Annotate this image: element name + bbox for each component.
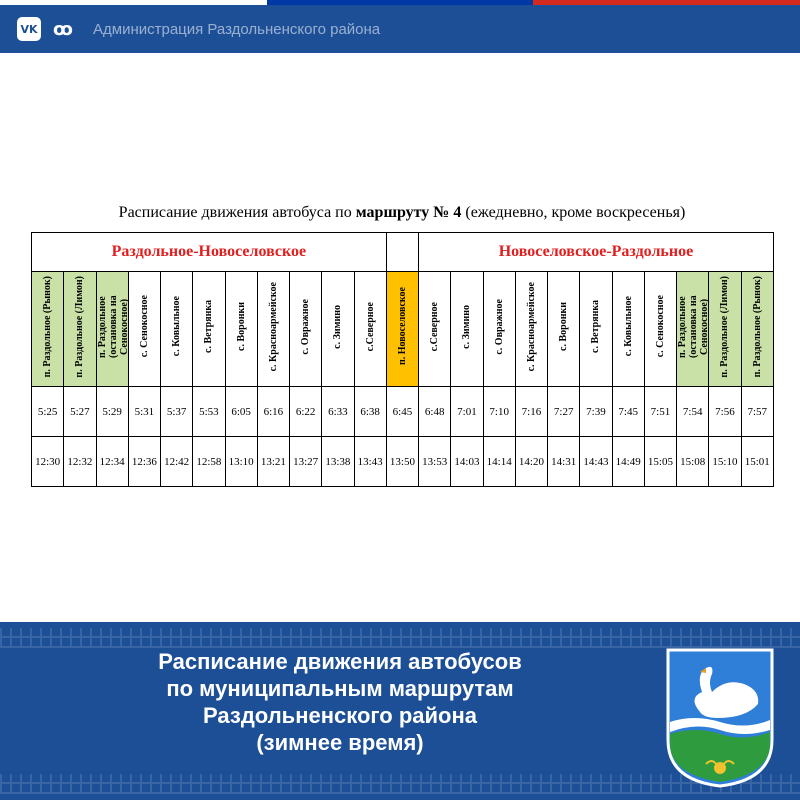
stop-name: п. Раздольное (остановка на Сенокосное) bbox=[677, 295, 711, 358]
stop-header bbox=[483, 272, 515, 387]
departure-time: 5:37 bbox=[161, 387, 193, 437]
departure-time: 12:42 bbox=[161, 437, 193, 487]
departure-time: 7:54 bbox=[677, 387, 709, 437]
stop-header bbox=[612, 272, 644, 387]
stop-name: с. Ветрянка bbox=[203, 300, 215, 353]
stop-name: с. Красноармейское bbox=[267, 281, 279, 372]
stop-header bbox=[451, 272, 483, 387]
departure-time: 13:21 bbox=[257, 437, 289, 487]
departure-time: 6:05 bbox=[225, 387, 257, 437]
departure-time: 13:43 bbox=[354, 437, 386, 487]
departure-time: 7:39 bbox=[580, 387, 612, 437]
organization-name: Администрация Раздольненского района bbox=[93, 20, 381, 38]
departure-time: 6:33 bbox=[322, 387, 354, 437]
stop-name: п. Раздольное (Рынок) bbox=[42, 275, 54, 378]
stop-header bbox=[548, 272, 580, 387]
departure-time: 14:49 bbox=[612, 437, 644, 487]
stop-header bbox=[193, 272, 225, 387]
stop-name: с. Сенокосное bbox=[654, 295, 666, 358]
departure-time: 13:27 bbox=[290, 437, 322, 487]
departure-time: 15:10 bbox=[709, 437, 741, 487]
departure-time: 12:30 bbox=[32, 437, 64, 487]
departure-row bbox=[32, 387, 774, 437]
departure-time: 6:48 bbox=[419, 387, 451, 437]
schedule-table bbox=[31, 232, 774, 487]
stop-header bbox=[741, 272, 773, 387]
stop-header bbox=[96, 272, 128, 387]
departure-time: 12:36 bbox=[128, 437, 160, 487]
departure-time: 12:58 bbox=[193, 437, 225, 487]
footer-banner bbox=[0, 622, 800, 800]
departure-time: 7:10 bbox=[483, 387, 515, 437]
departure-time: 15:05 bbox=[644, 437, 676, 487]
stop-name: с. Овражное bbox=[300, 298, 312, 355]
stop-name: с. Ковыльное bbox=[171, 296, 183, 357]
stop-name: с. Зимино bbox=[332, 304, 344, 349]
stop-header bbox=[677, 272, 709, 387]
stop-header bbox=[225, 272, 257, 387]
departure-time: 7:56 bbox=[709, 387, 741, 437]
stops-row bbox=[32, 272, 774, 387]
stop-name: с. Красноармейское bbox=[525, 281, 537, 372]
stop-name: с. Ковыльное bbox=[622, 296, 634, 357]
stop-header bbox=[290, 272, 322, 387]
departure-time: 6:38 bbox=[354, 387, 386, 437]
stop-header bbox=[128, 272, 160, 387]
route-header-outbound: Раздольное-Новоселовское bbox=[32, 233, 387, 272]
ornament-border bbox=[0, 628, 800, 648]
stop-name: п. Раздольное (Рынок) bbox=[751, 275, 763, 378]
departure-time: 7:51 bbox=[644, 387, 676, 437]
departure-time: 7:45 bbox=[612, 387, 644, 437]
departure-time: 6:16 bbox=[257, 387, 289, 437]
departure-time: 14:20 bbox=[515, 437, 547, 487]
stop-name: п. Новоселовское bbox=[396, 287, 408, 366]
departure-time: 5:25 bbox=[32, 387, 64, 437]
stop-name: с. Воронки bbox=[235, 302, 247, 351]
stop-header bbox=[322, 272, 354, 387]
departure-row bbox=[32, 437, 774, 487]
departure-time: 12:32 bbox=[64, 437, 96, 487]
departure-time: 7:57 bbox=[741, 387, 773, 437]
departure-time: 14:31 bbox=[548, 437, 580, 487]
departure-time: 14:43 bbox=[580, 437, 612, 487]
stop-name: п. Раздольное (Лимон) bbox=[719, 275, 731, 378]
route-header-spacer bbox=[386, 233, 418, 272]
stop-header bbox=[515, 272, 547, 387]
departure-time: 14:14 bbox=[483, 437, 515, 487]
odnoklassniki-icon[interactable]: ꝏ bbox=[53, 18, 73, 40]
departure-time: 13:53 bbox=[419, 437, 451, 487]
stop-header bbox=[32, 272, 64, 387]
stop-header bbox=[580, 272, 612, 387]
departure-time: 5:31 bbox=[128, 387, 160, 437]
stop-name: с.Северное bbox=[364, 301, 376, 352]
stop-name: п. Раздольное (Лимон) bbox=[74, 275, 86, 378]
stop-name: с. Овражное bbox=[493, 298, 505, 355]
stop-name: п. Раздольное (остановка на Сенокосное) bbox=[96, 295, 130, 358]
departure-time: 7:27 bbox=[548, 387, 580, 437]
departure-time: 7:16 bbox=[515, 387, 547, 437]
departure-time: 13:50 bbox=[386, 437, 418, 487]
stop-name: с.Северное bbox=[429, 301, 441, 352]
stop-name: с. Воронки bbox=[558, 302, 570, 351]
departure-time: 5:29 bbox=[96, 387, 128, 437]
stop-header bbox=[64, 272, 96, 387]
coat-of-arms-icon bbox=[666, 648, 774, 788]
header-bar bbox=[0, 5, 800, 53]
stop-header bbox=[644, 272, 676, 387]
stop-header bbox=[354, 272, 386, 387]
departure-time: 12:34 bbox=[96, 437, 128, 487]
stop-name: с. Ветрянка bbox=[590, 300, 602, 353]
stop-name: с. Сенокосное bbox=[138, 295, 150, 358]
stop-header bbox=[386, 272, 418, 387]
stop-name: с. Зимино bbox=[461, 304, 473, 349]
departure-time: 15:08 bbox=[677, 437, 709, 487]
schedule-title: Расписание движения автобуса по маршруту № 4 (ежедневно, кроме воскресенья) bbox=[118, 204, 686, 221]
departure-time: 15:01 bbox=[741, 437, 773, 487]
stop-header bbox=[419, 272, 451, 387]
footer-title: Расписание движения автобусов по муниципальным маршрутам Раздольненского района (зимнее время) bbox=[158, 649, 522, 755]
stop-header bbox=[709, 272, 741, 387]
route-header-return: Новоселовское-Раздольное bbox=[419, 233, 774, 272]
departure-time: 13:10 bbox=[225, 437, 257, 487]
stop-header bbox=[257, 272, 289, 387]
vk-icon[interactable]: VK bbox=[17, 17, 41, 41]
departure-time: 6:22 bbox=[290, 387, 322, 437]
departure-time: 6:45 bbox=[386, 387, 418, 437]
stop-header bbox=[161, 272, 193, 387]
departure-time: 14:03 bbox=[451, 437, 483, 487]
departure-time: 13:38 bbox=[322, 437, 354, 487]
departure-time: 5:27 bbox=[64, 387, 96, 437]
departure-time: 5:53 bbox=[193, 387, 225, 437]
departure-time: 7:01 bbox=[451, 387, 483, 437]
